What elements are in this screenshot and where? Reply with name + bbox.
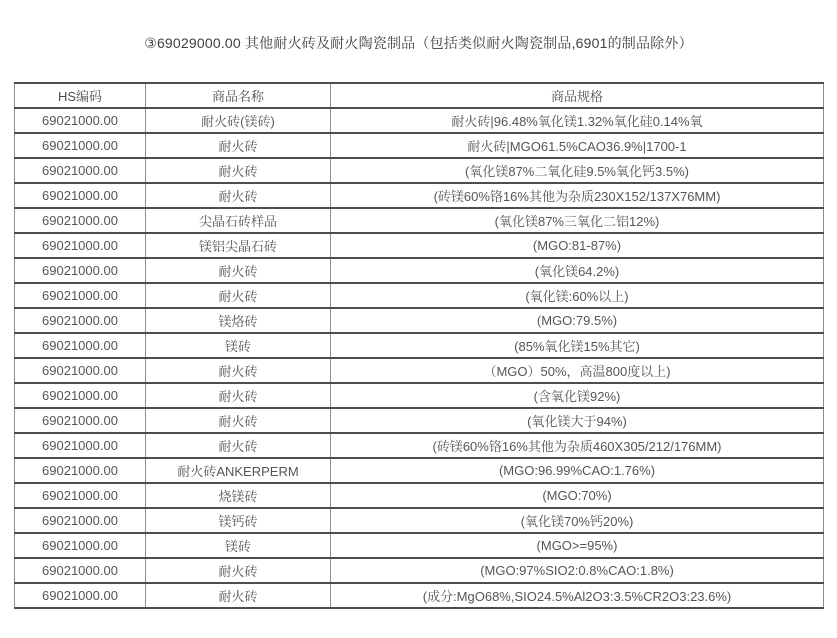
cell-hs-code: 69021000.00 bbox=[15, 383, 146, 408]
cell-hs-code: 69021000.00 bbox=[15, 508, 146, 533]
table-row bbox=[15, 158, 824, 183]
cell-spec: 耐火砖|96.48%氧化镁1.32%氧化硅0.14%氧 bbox=[331, 108, 824, 133]
table-row bbox=[15, 433, 824, 458]
cell-product-name: 耐火砖 bbox=[146, 258, 331, 283]
cell-hs-code: 69021000.00 bbox=[15, 333, 146, 358]
table-row bbox=[15, 383, 824, 408]
cell-product-name: 耐火砖(镁砖) bbox=[146, 108, 331, 133]
cell-spec: (MGO:79.5%) bbox=[331, 308, 824, 333]
cell-spec: (氧化镁大于94%) bbox=[331, 408, 824, 433]
cell-spec: （MGO）50%，高温800度以上) bbox=[331, 358, 824, 383]
cell-hs-code: 69021000.00 bbox=[15, 358, 146, 383]
table-row bbox=[15, 133, 824, 158]
cell-hs-code: 69021000.00 bbox=[15, 258, 146, 283]
cell-product-name: 耐火砖 bbox=[146, 558, 331, 583]
cell-product-name: 耐火砖ANKERPERM bbox=[146, 458, 331, 483]
cell-spec: (氧化镁:60%以上) bbox=[331, 283, 824, 308]
cell-hs-code: 69021000.00 bbox=[15, 433, 146, 458]
table-header-row bbox=[15, 83, 824, 108]
cell-spec: (氧化镁64.2%) bbox=[331, 258, 824, 283]
table-row bbox=[15, 508, 824, 533]
cell-hs-code: 69021000.00 bbox=[15, 308, 146, 333]
cell-hs-code: 69021000.00 bbox=[15, 558, 146, 583]
cell-hs-code: 69021000.00 bbox=[15, 408, 146, 433]
cell-hs-code: 69021000.00 bbox=[15, 133, 146, 158]
cell-product-name: 耐火砖 bbox=[146, 583, 331, 608]
table-row bbox=[15, 258, 824, 283]
cell-product-name: 镁砖 bbox=[146, 333, 331, 358]
cell-spec: (砖镁60%铬16%其他为杂质460X305/212/176MM) bbox=[331, 433, 824, 458]
cell-spec: (MGO>=95%) bbox=[331, 533, 824, 558]
column-header-hs-code: HS编码 bbox=[15, 83, 146, 108]
table-row bbox=[15, 208, 824, 233]
table-body bbox=[15, 108, 824, 608]
table-row bbox=[15, 183, 824, 208]
cell-product-name: 耐火砖 bbox=[146, 433, 331, 458]
cell-spec: (成分:MgO68%,SIO24.5%Al2O3:3.5%CR2O3:23.6%) bbox=[331, 583, 824, 608]
table-row bbox=[15, 533, 824, 558]
table-row bbox=[15, 483, 824, 508]
table-row bbox=[15, 558, 824, 583]
cell-hs-code: 69021000.00 bbox=[15, 183, 146, 208]
cell-product-name: 耐火砖 bbox=[146, 358, 331, 383]
cell-spec: (85%氧化镁15%其它) bbox=[331, 333, 824, 358]
table-row bbox=[15, 108, 824, 133]
cell-hs-code: 69021000.00 bbox=[15, 583, 146, 608]
cell-product-name: 耐火砖 bbox=[146, 383, 331, 408]
cell-product-name: 镁钙砖 bbox=[146, 508, 331, 533]
table-row bbox=[15, 408, 824, 433]
table-row bbox=[15, 308, 824, 333]
cell-spec: (MGO:96.99%CAO:1.76%) bbox=[331, 458, 824, 483]
hs-products-table bbox=[14, 82, 824, 609]
cell-product-name: 烧镁砖 bbox=[146, 483, 331, 508]
cell-spec: (MGO:81-87%) bbox=[331, 233, 824, 258]
column-header-spec: 商品规格 bbox=[331, 83, 824, 108]
cell-product-name: 耐火砖 bbox=[146, 183, 331, 208]
cell-product-name: 镁砖 bbox=[146, 533, 331, 558]
cell-spec: (氧化镁70%钙20%) bbox=[331, 508, 824, 533]
cell-spec: (含氧化镁92%) bbox=[331, 383, 824, 408]
cell-product-name: 尖晶石砖样品 bbox=[146, 208, 331, 233]
cell-spec: (MGO:97%SIO2:0.8%CAO:1.8%) bbox=[331, 558, 824, 583]
cell-hs-code: 69021000.00 bbox=[15, 158, 146, 183]
cell-spec: (氧化镁87%三氧化二铝12%) bbox=[331, 208, 824, 233]
cell-hs-code: 69021000.00 bbox=[15, 458, 146, 483]
cell-product-name: 耐火砖 bbox=[146, 158, 331, 183]
column-header-product-name: 商品名称 bbox=[146, 83, 331, 108]
cell-hs-code: 69021000.00 bbox=[15, 533, 146, 558]
page-title: ③69029000.00 其他耐火砖及耐火陶瓷制品（包括类似耐火陶瓷制品,6901的制品除外） bbox=[144, 35, 693, 51]
table-row bbox=[15, 358, 824, 383]
cell-spec: (砖镁60%铬16%其他为杂质230X152/137X76MM) bbox=[331, 183, 824, 208]
table-row bbox=[15, 458, 824, 483]
cell-product-name: 耐火砖 bbox=[146, 283, 331, 308]
table-row bbox=[15, 283, 824, 308]
cell-product-name: 耐火砖 bbox=[146, 133, 331, 158]
table-row bbox=[15, 233, 824, 258]
cell-spec: (MGO:70%) bbox=[331, 483, 824, 508]
cell-hs-code: 69021000.00 bbox=[15, 108, 146, 133]
cell-product-name: 耐火砖 bbox=[146, 408, 331, 433]
cell-hs-code: 69021000.00 bbox=[15, 283, 146, 308]
cell-hs-code: 69021000.00 bbox=[15, 233, 146, 258]
cell-product-name: 镁铝尖晶石砖 bbox=[146, 233, 331, 258]
table-row bbox=[15, 583, 824, 608]
cell-hs-code: 69021000.00 bbox=[15, 208, 146, 233]
cell-spec: 耐火砖|MGO61.5%CAO36.9%|1700-1 bbox=[331, 133, 824, 158]
table-row bbox=[15, 333, 824, 358]
cell-hs-code: 69021000.00 bbox=[15, 483, 146, 508]
cell-product-name: 镁烙砖 bbox=[146, 308, 331, 333]
cell-spec: (氧化镁87%二氧化硅9.5%氧化钙3.5%) bbox=[331, 158, 824, 183]
